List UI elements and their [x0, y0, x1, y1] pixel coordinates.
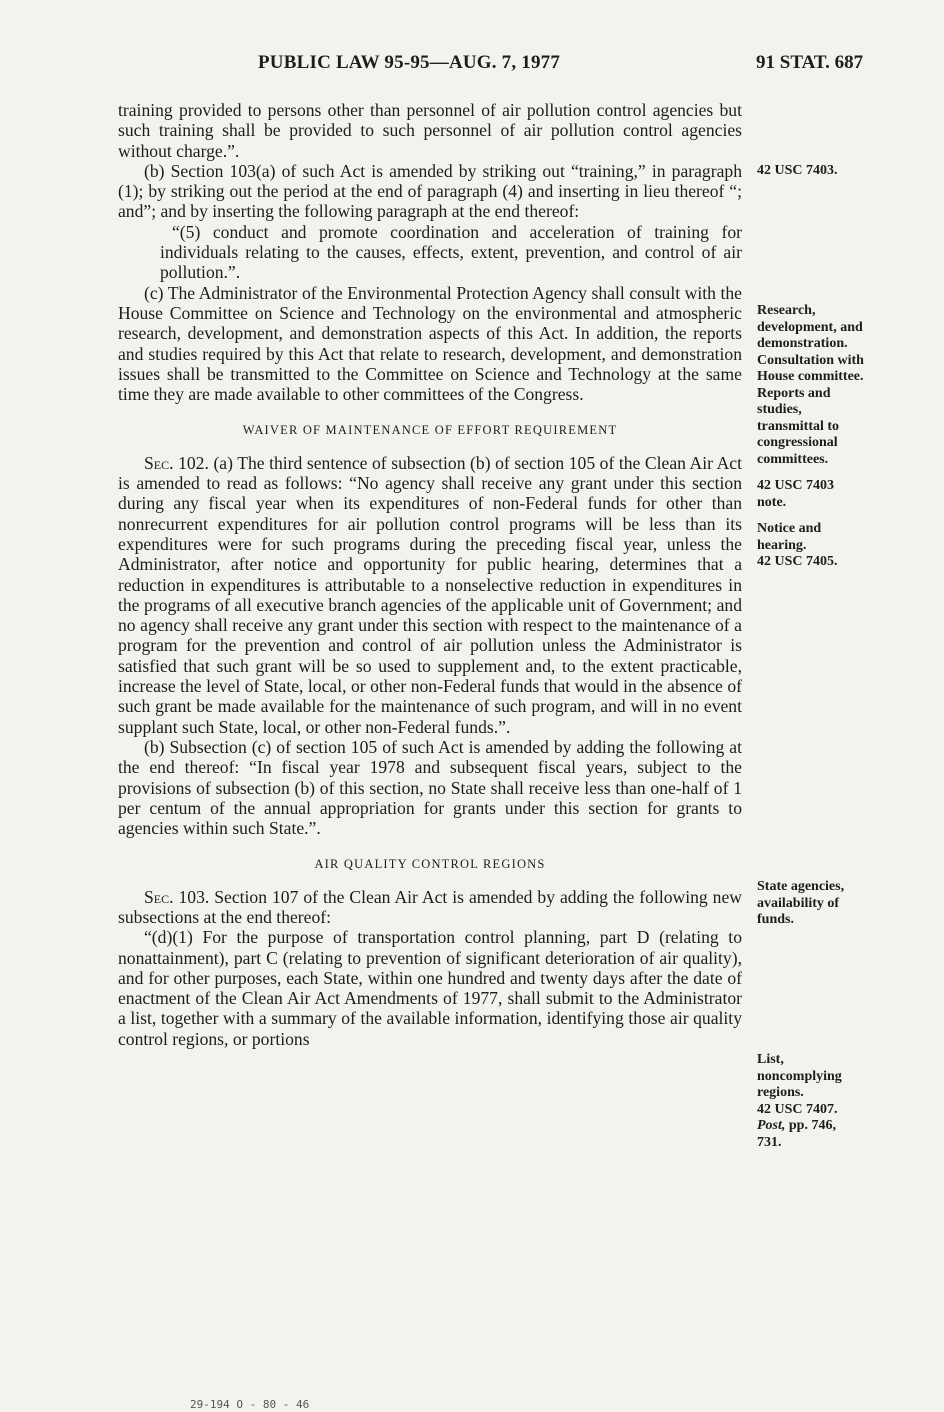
section-102-paragraph-a — [118, 453, 742, 737]
margin-line: funds. — [757, 912, 794, 927]
section-label-102: Sec. 102. — [144, 452, 209, 473]
margin-post-pages: pp. 746, — [788, 1118, 836, 1133]
section-103-intro — [118, 887, 742, 928]
margin-post-reference — [757, 1118, 937, 1135]
margin-line: Notice and — [757, 521, 822, 536]
margin-line: 731. — [757, 1134, 782, 1150]
margin-line: committees. — [757, 451, 829, 467]
paragraph-continuation: training provided to persons other than personnel of air pollution control agencies but such training shall be provided to such personnel of air pollution control agencies without charge.”. — [118, 100, 742, 161]
margin-note-list — [757, 1052, 937, 1151]
section-heading-aqcr: AIR QUALITY CONTROL REGIONS — [314, 857, 546, 872]
margin-note-state-agencies — [757, 879, 937, 929]
body-text — [118, 100, 742, 1049]
margin-line: State agencies, — [757, 879, 845, 894]
margin-line: 42 USC 7403 — [757, 478, 835, 493]
print-job-footer: 29-194 O - 80 - 46 — [190, 1398, 310, 1411]
margin-post-italic: Post, — [757, 1118, 786, 1133]
margin-line: note. — [757, 494, 787, 510]
margin-citation: 42 USC 7407. — [757, 1101, 838, 1117]
margin-line: List, — [757, 1052, 784, 1067]
header-title: PUBLIC LAW 95-95—AUG. 7, 1977 — [258, 52, 561, 73]
section-label-103: Sec. 103. — [144, 886, 210, 907]
section-103-text: Section 107 of the Clean Air Act is amended by adding the following new subsections at the end thereof: — [118, 886, 742, 927]
margin-line: congressional — [757, 435, 838, 450]
paragraph-c: (c) The Administrator of the Environmental Protection Agency shall consult with the House Committee on Science and Technology on the environmental and atmospheric research, development, and demonstration aspects of this Act. In addition, the reports and studies required by this Act that relate to research, development, and demonstration issues shall be transmitted to the Committee on Science and Technology at the same time they are made available to other committees of the Congress. — [118, 282, 742, 405]
margin-line: demonstration. — [757, 336, 848, 351]
subsection-d-1: “(d)(1) For the purpose of transportation control planning, part D (relating to nonattainment), part C (relating to prevention of significant deterioration of air quality), and for other purposes, each State, within one hundred and twenty days after the date of enactment of the Clean Air Act Amendments of 1977, shall submit to the Administrator a list, together with a summary of the available information, identifying those air quality control regions, or portions — [118, 927, 742, 1049]
section-102-text: (a) The third sentence of subsection (b) of section 105 of the Clean Air Act is amended to read as follows: “No agency shall receive any grant under this section during any fiscal year when its expenditures of non-Federal funds for other than nonrecurrent expenditures for air pollution control programs will be less than its expenditures were for such programs during the preceding fiscal year, unless the Administrator, after notice and opportunity for public hearing, determines that a reduction in expenditures is attributable to a nonselective reduction in expenditures in the programs of all executive branch agencies of the applicable unit of Government; and no agency shall receive any grant under this section with respect to the maintenance of a program for the prevention and control of air pollution unless the Administrator is satisfied that such grant will be so used to supplement and, to the extent practicable, increase the level of State, local, or other non-Federal funds that would in the absence of such grant be made available for the maintenance of such program, and will in no event supplant such State, local, or other non-Federal funds.”. — [118, 452, 742, 737]
margin-line: Consultation with — [757, 352, 864, 368]
margin-line: House committee. — [757, 369, 864, 384]
margin-note-notice — [757, 521, 937, 571]
margin-citation: 42 USC 7405. — [757, 554, 838, 569]
margin-note-42usc7403 — [757, 163, 937, 180]
margin-line: Reports and — [757, 385, 831, 401]
page-header — [0, 52, 944, 82]
quoted-paragraph-5: “(5) conduct and promote coordination and acceleration of training for individuals relating to the causes, effects, extent, prevention, and control of air pollution.”. — [160, 221, 742, 283]
paragraph-b: (b) Section 103(a) of such Act is amended by striking out “training,” in paragraph (1); by striking out the period at the end of paragraph (4) and inserting in lieu thereof “; and”; and by inserting the following paragraph at the end thereof: — [118, 160, 742, 222]
margin-citation: 42 USC 7403. — [757, 163, 838, 178]
margin-line: studies, — [757, 402, 802, 417]
section-heading-waiver: WAIVER OF MAINTENANCE OF EFFORT REQUIREMENT — [242, 423, 618, 438]
margin-line: regions. — [757, 1085, 804, 1100]
margin-line: Research, — [757, 303, 816, 318]
margin-note-7403-note — [757, 478, 937, 511]
margin-line: hearing. — [757, 537, 807, 553]
margin-note-research — [757, 303, 937, 468]
margin-line: availability of — [757, 895, 840, 911]
section-102-paragraph-b: (b) Subsection (c) of section 105 of such Act is amended by adding the following at the end thereof: “In fiscal year 1978 and subsequent fiscal years, subject to the provisions of subsection (b) of this section, no State shall receive less than one-half of 1 per centum of the annual appropriation for grants under this section for grants to agencies within such State.”. — [118, 736, 742, 839]
margin-line: noncomplying — [757, 1068, 842, 1084]
statute-page-number: 91 STAT. 687 — [756, 52, 864, 73]
margin-line: development, and — [757, 319, 863, 335]
margin-line: transmittal to — [757, 418, 840, 434]
